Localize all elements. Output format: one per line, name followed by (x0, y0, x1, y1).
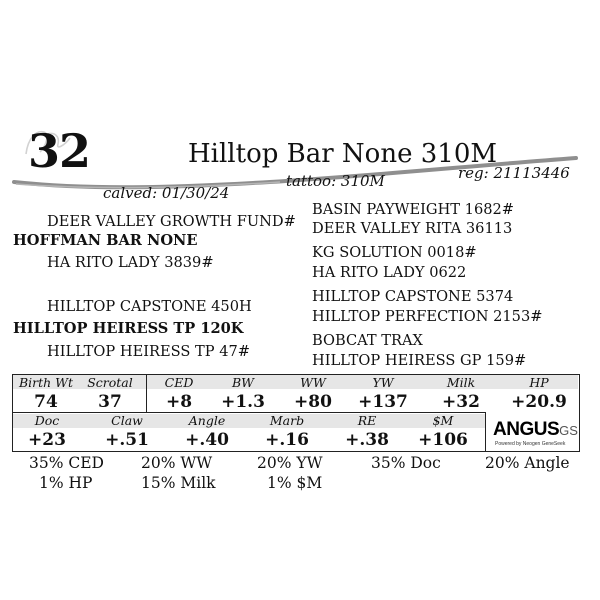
registration-number: reg: 21113446 (458, 164, 570, 182)
epd-value-ww: +80 (294, 392, 332, 412)
epd-value-yw: +137 (358, 392, 408, 412)
logo-word: ANGUS (493, 419, 560, 440)
epd-label-re: RE (357, 413, 377, 428)
percentile-rank: 15% Milk (141, 474, 216, 492)
logo-suffix: GS (559, 423, 578, 438)
pedigree-ancestor: HILLTOP CAPSTONE 5374 (312, 288, 514, 305)
logo-tagline: Powered by Neogen GeneSeek (495, 441, 566, 447)
row-divider (13, 412, 485, 413)
pedigree-ancestor: HA RITO LADY 0622 (312, 264, 467, 281)
epd-label-milk: Milk (446, 375, 476, 390)
epd-label-yw: YW (372, 375, 394, 390)
actual-value-scrotal: 37 (98, 392, 122, 412)
actual-label-birth-weight: Birth Wt (18, 375, 74, 390)
epd-value-bw: +1.3 (221, 392, 265, 412)
percentile-rank: 20% WW (141, 454, 213, 472)
logo-divider (485, 412, 486, 451)
percentile-rank: 35% Doc (371, 454, 441, 472)
epd-value-dollar-m: +106 (418, 430, 468, 450)
calved-date: calved: 01/30/24 (103, 184, 230, 202)
epd-value-claw: +.51 (105, 430, 149, 450)
percentile-rank: 1% HP (39, 474, 93, 492)
epd-label-ww: WW (300, 375, 326, 390)
actuals-divider (146, 375, 147, 412)
epd-label-dollar-m: $M (432, 413, 454, 428)
epd-value-re: +.38 (345, 430, 389, 450)
pedigree-sire: HOFFMAN BAR NONE (13, 232, 198, 249)
epd-value-angle: +.40 (185, 430, 229, 450)
pedigree-sire-dam: HA RITO LADY 3839# (47, 254, 214, 271)
epd-label-doc: Doc (34, 413, 60, 428)
epd-value-ced: +8 (165, 392, 193, 412)
epd-label-ced: CED (164, 375, 194, 390)
angus-gs-logo (493, 419, 578, 451)
lot-number: 32 (28, 124, 91, 178)
pedigree-ancestor: HILLTOP PERFECTION 2153# (312, 308, 543, 325)
percentile-rank: 20% YW (257, 454, 323, 472)
pedigree-ancestor: KG SOLUTION 0018# (312, 244, 477, 261)
epd-value-doc: +23 (28, 430, 66, 450)
pedigree-ancestor: HILLTOP HEIRESS GP 159# (312, 352, 527, 369)
animal-name: Hilltop Bar None 310M (188, 139, 497, 169)
pedigree-ancestor: BASIN PAYWEIGHT 1682# (312, 201, 515, 218)
epd-label-marb: Marb (269, 413, 305, 428)
epd-label-hp: HP (529, 375, 549, 390)
epd-value-milk: +32 (442, 392, 480, 412)
epd-value-marb: +.16 (265, 430, 309, 450)
pedigree-dam-dam: HILLTOP HEIRESS TP 47# (47, 343, 250, 360)
percentile-rank: 20% Angle (485, 454, 570, 472)
tattoo: tattoo: 310M (286, 172, 385, 190)
percentile-rank: 1% $M (267, 474, 323, 492)
epd-label-bw: BW (231, 375, 255, 390)
actual-value-birth-weight: 74 (34, 392, 58, 412)
epd-label-angle: Angle (188, 413, 226, 428)
pedigree-ancestor: DEER VALLEY RITA 36113 (312, 220, 513, 237)
percentile-rank: 35% CED (29, 454, 104, 472)
pedigree-dam-sire: HILLTOP CAPSTONE 450H (47, 298, 252, 315)
pedigree-dam: HILLTOP HEIRESS TP 120K (13, 320, 244, 337)
pedigree-sire-sire: DEER VALLEY GROWTH FUND# (47, 213, 296, 230)
epd-label-claw: Claw (111, 413, 143, 428)
actual-label-scrotal: Scrotal (87, 375, 133, 390)
epd-value-hp: +20.9 (511, 392, 567, 412)
pedigree-ancestor: BOBCAT TRAX (312, 332, 423, 349)
